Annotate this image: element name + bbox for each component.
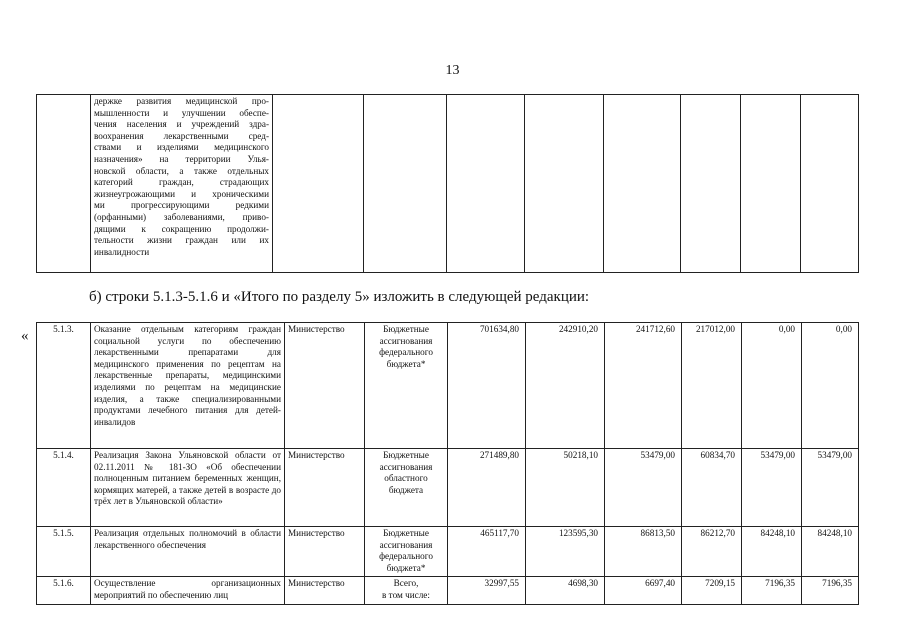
fragment-line: назначения» на территории Улья- <box>94 153 269 164</box>
value-year-4: 7196,35 <box>742 577 802 605</box>
table-row <box>37 577 859 605</box>
fragment-line: жизнеугрожающими и хроническими <box>94 188 269 199</box>
row-executor: Министерство <box>285 449 365 527</box>
row-executor: Министерство <box>285 527 365 577</box>
fragment-num-cell <box>37 95 91 273</box>
fragment-empty-cell <box>364 95 447 273</box>
row-number: 5.1.3. <box>37 323 91 449</box>
value-year-5: 84248,10 <box>802 527 859 577</box>
continued-table <box>36 94 859 273</box>
funding-source-line: федерального <box>379 551 433 562</box>
fragment-line: инвалидности <box>94 246 150 257</box>
value-year-5: 0,00 <box>802 323 859 449</box>
value-year-1: 4698,30 <box>526 577 605 605</box>
program-activities-table <box>36 322 859 605</box>
fragment-line: тельности жизни граждан или их <box>94 235 269 246</box>
table-row <box>37 449 859 527</box>
row-number: 5.1.5. <box>37 527 91 577</box>
row-funding-source <box>365 323 448 449</box>
fragment-line: новской области, а также отдельных <box>94 165 269 176</box>
row-description: Оказание отдельным категориям граждан социальной услуги по обеспечению лекарственными препаратами для медицинского применения по рецептам на лекарственные препараты, медицинскими изделиями по рецептам на медицинские изделия, а также специализированными продуктами лечебного питания для детей-инвалидов <box>91 323 285 449</box>
funding-source-line: бюджета <box>388 484 424 495</box>
fragment-line: мышленности и улучшении обеспе- <box>94 107 269 118</box>
fragment-line: ствами и изделиями медицинского <box>94 142 269 153</box>
fragment-description-cell <box>91 95 273 273</box>
value-year-4: 53479,00 <box>742 449 802 527</box>
row-description: Реализация Закона Ульяновской области от 02.11.2011 № 181-ЗО «Об обеспечении полноценным питанием беременных женщин, кормящих матерей, а также детей в возрасте до трёх лет в Ульяновской области» <box>91 449 285 527</box>
value-total: 465117,70 <box>448 527 526 577</box>
funding-source-line: ассигнования <box>379 539 433 550</box>
value-year-2: 53479,00 <box>605 449 682 527</box>
value-year-5: 7196,35 <box>802 577 859 605</box>
funding-source-line: федерального <box>379 347 433 358</box>
fragment-line: воохранения лекарственными сред- <box>94 130 269 141</box>
fragment-empty-cell <box>273 95 364 273</box>
amendment-instruction: б) строки 5.1.3-5.1.6 и «Итого по разделу 5» изложить в следующей редакции: <box>89 289 590 305</box>
row-funding-source <box>365 449 448 527</box>
funding-source-line: бюджета* <box>386 358 426 369</box>
fragment-empty-cell <box>447 95 525 273</box>
value-year-3: 7209,15 <box>682 577 742 605</box>
fragment-empty-cell <box>604 95 681 273</box>
fragment-empty-cell <box>525 95 604 273</box>
row-description: Осуществление организационных мероприятий по обеспечению лиц <box>91 577 285 605</box>
row-number: 5.1.6. <box>37 577 91 605</box>
row-funding-source <box>365 527 448 577</box>
funding-source-line: ассигнования <box>379 461 433 472</box>
funding-source-line: бюджета* <box>386 562 426 573</box>
row-funding-source <box>365 577 448 605</box>
fragment-line: дящими к сокращению продолжи- <box>94 223 269 234</box>
fragment-line: держке развития медицинской про- <box>94 96 269 106</box>
fragment-line: чения населения и учреждений здра- <box>94 119 269 130</box>
row-executor: Министерство <box>285 577 365 605</box>
value-year-2: 86813,50 <box>605 527 682 577</box>
funding-source-line: областного <box>384 473 428 484</box>
fragment-line: категорий граждан, страдающих <box>94 177 269 188</box>
value-year-3: 217012,00 <box>682 323 742 449</box>
value-total: 271489,80 <box>448 449 526 527</box>
value-year-1: 242910,20 <box>526 323 605 449</box>
fragment-empty-cell <box>681 95 741 273</box>
value-year-2: 241712,60 <box>605 323 682 449</box>
funding-source-line: Бюджетные <box>383 324 429 334</box>
value-year-1: 123595,30 <box>526 527 605 577</box>
value-year-2: 6697,40 <box>605 577 682 605</box>
page-number: 13 <box>445 63 460 78</box>
row-description: Реализация отдельных полномочий в области лекарственного обеспечения <box>91 527 285 577</box>
funding-source-line: Бюджетные <box>383 450 429 460</box>
value-year-3: 60834,70 <box>682 449 742 527</box>
value-year-4: 0,00 <box>742 323 802 449</box>
fragment-empty-cell <box>741 95 801 273</box>
value-total: 32997,55 <box>448 577 526 605</box>
fragment-line: ми прогрессирующими редкими <box>94 200 269 211</box>
value-year-5: 53479,00 <box>802 449 859 527</box>
funding-source-line: в том числе: <box>382 589 430 600</box>
value-year-4: 84248,10 <box>742 527 802 577</box>
funding-source-line: Бюджетные <box>383 528 429 538</box>
fragment-line: (орфанными) заболеваниями, приво- <box>94 211 269 222</box>
fragment-empty-cell <box>801 95 859 273</box>
value-year-1: 50218,10 <box>526 449 605 527</box>
funding-source-line: ассигнования <box>379 335 433 346</box>
table-row <box>37 323 859 449</box>
row-executor: Министерство <box>285 323 365 449</box>
value-total: 701634,80 <box>448 323 526 449</box>
row-number: 5.1.4. <box>37 449 91 527</box>
value-year-3: 86212,70 <box>682 527 742 577</box>
opening-quote-mark: « <box>21 328 29 344</box>
table-row <box>37 527 859 577</box>
funding-source-line: Всего, <box>393 578 419 588</box>
